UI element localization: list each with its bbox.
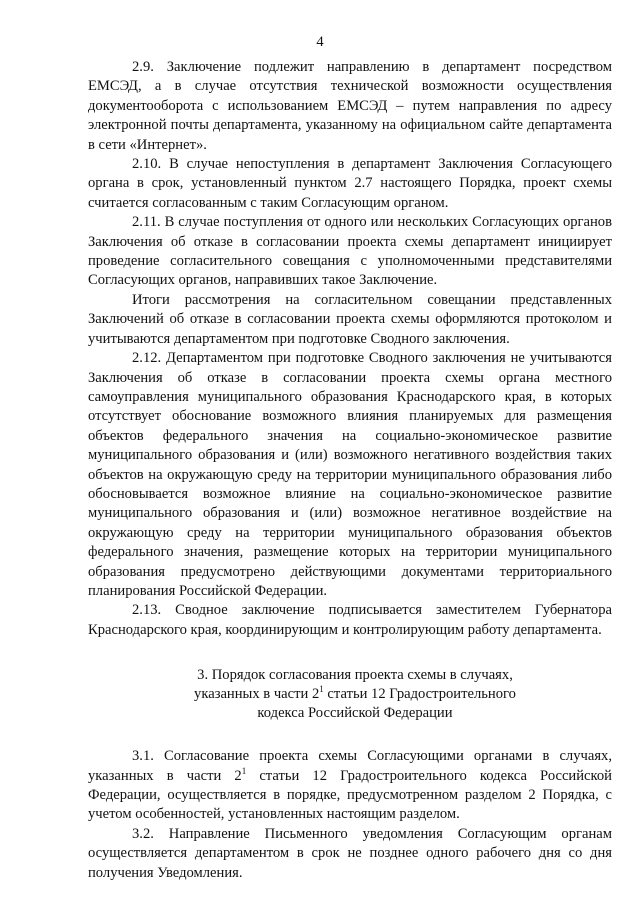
section-3-heading-line bbox=[98, 685, 612, 704]
paragraph-text: статьи 12 Градостроительного кодекса Российской Федерации, осуществляется в порядке, предусмотренном разделом 2 Порядка, с учетом особенностей, установленных настоящим разделом. bbox=[88, 767, 612, 823]
paragraph-2-12: 2.12. Департаментом при подготовке Сводного заключения не учитываются Заключения об отказе в согласовании проекта схемы органа местного самоуправления муниципального образования Краснодарского края, в которых отсутствует обоснование возможного влияния планируемых для размещения объектов федерального значения на социально-экономическое развитие муниципального образования и (или) возможного негативного воздействия таких объектов на окружающую среду на территории муниципального образования либо обосновывается возможное влияние на социально-экономическое развитие муниципального образования и (или) возможное негативное воздействие на окружающую среду на территории муниципального образования объектов федерального значения, размещение которых на территории муниципального образования предусмотрено действующими документами территориального планирования Российской Федерации. bbox=[88, 350, 612, 599]
superscript: 1 bbox=[319, 684, 324, 695]
section-3-heading-line: кодекса Российской Федерации bbox=[257, 705, 453, 722]
paragraph-2-13: 2.13. Сводное заключение подписывается заместителем Губернатора Краснодарского края, координирующим и контролирующим работу департамента. bbox=[88, 602, 612, 638]
superscript: 1 bbox=[241, 765, 247, 776]
page-number: 4 bbox=[316, 34, 324, 50]
paragraph-3-1 bbox=[88, 747, 612, 825]
paragraph-2-10: 2.10. В случае непоступления в департамент Заключения Согласующего органа в срок, установленный пунктом 2.7 настоящего Порядка, проект схемы считается согласованным с таким Согласующим органом. bbox=[88, 156, 612, 211]
paragraph-2-9: 2.9. Заключение подлежит направлению в департамент посредством ЕМСЭД, а в случае отсутствия технической возможности осуществления документооборота с использованием ЕМСЭД – путем направления по адресу электронной почты департамента, указанному на официальном сайте департамента в сети «Интернет». bbox=[88, 59, 612, 153]
section-3-heading bbox=[88, 666, 612, 723]
paragraph-3-2: 3.2. Направление Письменного уведомления Согласующим органам осуществляется департаментом в срок не позднее одного рабочего дня со дня получения Уведомления. bbox=[88, 825, 612, 881]
section-3-heading-line: 3. Порядок согласования проекта схемы в случаях, bbox=[197, 667, 513, 684]
heading-text: статьи 12 Градостроительного bbox=[323, 686, 516, 703]
heading-text: указанных в части 2 bbox=[194, 686, 320, 703]
paragraph-text: 3.1. Согласование проекта схемы Согласующими органами в случаях, указанных в части 2 bbox=[88, 748, 612, 784]
paragraph-2-11-results: Итоги рассмотрения на согласительном совещании представленных Заключений об отказе в согласовании проекта схемы оформляются протоколом и учитываются департаментом при подготовке Сводного заключения. bbox=[88, 291, 612, 347]
paragraph-2-11: 2.11. В случае поступления от одного или нескольких Согласующих органов Заключения об отказе в согласовании проекта схемы департамент инициирует проведение согласительного совещания с уполномоченными представителями Согласующих органов, направивших такое Заключение. bbox=[88, 214, 612, 289]
document-body bbox=[88, 58, 612, 883]
